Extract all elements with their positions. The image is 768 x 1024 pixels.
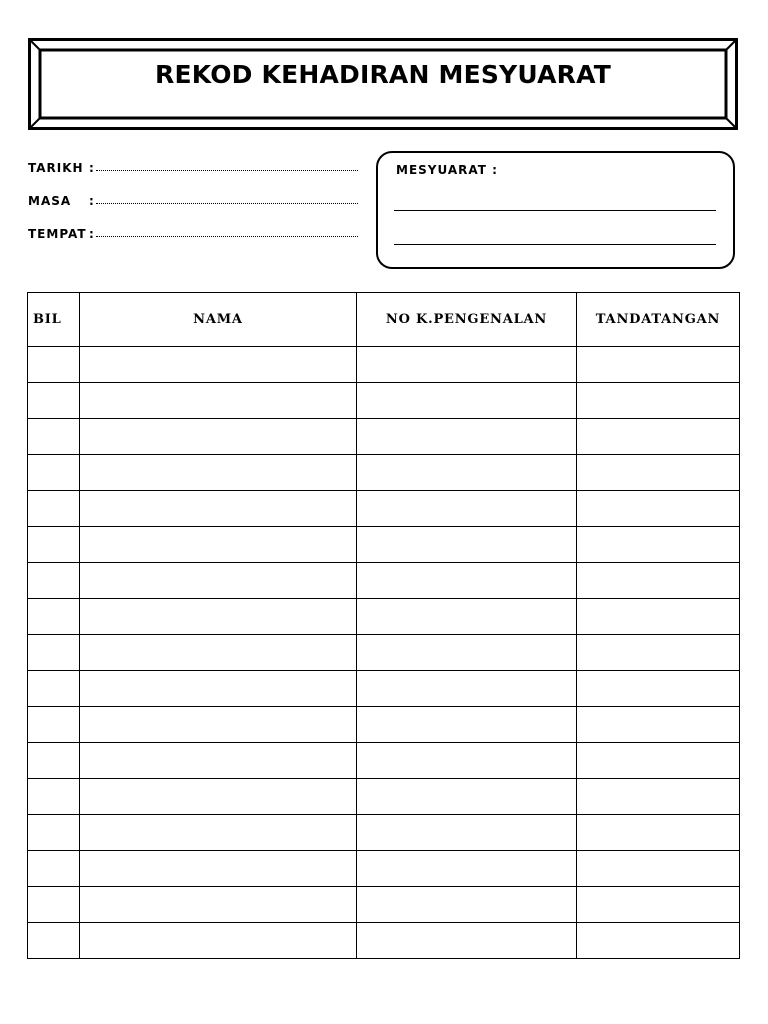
cell-nama[interactable] [80,491,357,527]
cell-bil[interactable] [28,347,80,383]
cell-ic[interactable] [357,779,577,815]
cell-bil[interactable] [28,851,80,887]
masa-dotted-line[interactable] [96,203,358,204]
cell-nama[interactable] [80,923,357,959]
cell-tandatangan[interactable] [577,707,740,743]
cell-tandatangan[interactable] [577,851,740,887]
cell-tandatangan[interactable] [577,923,740,959]
cell-nama[interactable] [80,419,357,455]
table-body [28,347,740,959]
table-row [28,491,740,527]
cell-bil[interactable] [28,707,80,743]
cell-nama[interactable] [80,383,357,419]
table-row [28,599,740,635]
cell-nama[interactable] [80,563,357,599]
cell-ic[interactable] [357,491,577,527]
table-row [28,815,740,851]
cell-tandatangan[interactable] [577,599,740,635]
tarikh-dotted-line[interactable] [96,170,358,171]
cell-ic[interactable] [357,671,577,707]
meeting-line-1[interactable] [394,210,716,211]
cell-bil[interactable] [28,923,80,959]
table-row [28,635,740,671]
table-row [28,455,740,491]
cell-ic[interactable] [357,347,577,383]
table-row [28,779,740,815]
table-row [28,563,740,599]
attendance-table [27,292,740,959]
table-row [28,851,740,887]
cell-bil[interactable] [28,599,80,635]
tarikh-field[interactable] [28,158,95,178]
cell-tandatangan[interactable] [577,383,740,419]
masa-field[interactable] [28,191,95,211]
cell-nama[interactable] [80,455,357,491]
meeting-line-2[interactable] [394,244,716,245]
cell-nama[interactable] [80,347,357,383]
table-row [28,671,740,707]
table-row [28,707,740,743]
cell-nama[interactable] [80,599,357,635]
cell-ic[interactable] [357,383,577,419]
cell-bil[interactable] [28,563,80,599]
table-row [28,887,740,923]
cell-nama[interactable] [80,707,357,743]
cell-bil[interactable] [28,779,80,815]
meeting-box [376,151,735,269]
cell-tandatangan[interactable] [577,419,740,455]
cell-tandatangan[interactable] [577,635,740,671]
cell-bil[interactable] [28,671,80,707]
cell-ic[interactable] [357,923,577,959]
cell-tandatangan[interactable] [577,743,740,779]
title-frame [28,38,738,130]
cell-bil[interactable] [28,887,80,923]
cell-tandatangan[interactable] [577,887,740,923]
cell-ic[interactable] [357,815,577,851]
header-nama: NAMA [80,293,357,347]
cell-nama[interactable] [80,815,357,851]
table-row [28,419,740,455]
cell-nama[interactable] [80,851,357,887]
cell-tandatangan[interactable] [577,347,740,383]
cell-bil[interactable] [28,383,80,419]
cell-ic[interactable] [357,887,577,923]
cell-nama[interactable] [80,527,357,563]
header-tandatangan: TANDATANGAN [577,293,740,347]
cell-bil[interactable] [28,815,80,851]
cell-bil[interactable] [28,419,80,455]
cell-ic[interactable] [357,563,577,599]
page-title: REKOD KEHADIRAN MESYUARAT [155,60,611,89]
table-row [28,383,740,419]
cell-bil[interactable] [28,455,80,491]
cell-ic[interactable] [357,599,577,635]
cell-ic[interactable] [357,743,577,779]
cell-ic[interactable] [357,635,577,671]
cell-nama[interactable] [80,887,357,923]
cell-ic[interactable] [357,455,577,491]
masa-label: MASA [28,194,72,208]
tempat-label: TEMPAT [28,227,87,241]
header-ic: NO K.PENGENALAN [357,293,577,347]
table-header-row [28,293,740,347]
tempat-dotted-line[interactable] [96,236,358,237]
cell-ic[interactable] [357,707,577,743]
cell-tandatangan[interactable] [577,491,740,527]
cell-bil[interactable] [28,491,80,527]
tarikh-colon: : [89,161,95,175]
cell-tandatangan[interactable] [577,815,740,851]
cell-tandatangan[interactable] [577,779,740,815]
cell-bil[interactable] [28,743,80,779]
tempat-colon: : [89,227,95,241]
tempat-field[interactable] [28,224,95,244]
cell-tandatangan[interactable] [577,563,740,599]
table-row [28,923,740,959]
masa-colon: : [89,194,95,208]
cell-nama[interactable] [80,779,357,815]
cell-ic[interactable] [357,527,577,563]
table-row [28,347,740,383]
cell-nama[interactable] [80,743,357,779]
cell-ic[interactable] [357,851,577,887]
cell-ic[interactable] [357,419,577,455]
cell-tandatangan[interactable] [577,671,740,707]
cell-nama[interactable] [80,671,357,707]
table-row [28,527,740,563]
cell-bil[interactable] [28,635,80,671]
cell-tandatangan[interactable] [577,455,740,491]
cell-tandatangan[interactable] [577,527,740,563]
meeting-label: MESYUARAT : [396,163,498,177]
tarikh-label: TARIKH [28,161,84,175]
table-row [28,743,740,779]
header-bil: BIL [28,293,80,347]
cell-nama[interactable] [80,635,357,671]
cell-bil[interactable] [28,527,80,563]
